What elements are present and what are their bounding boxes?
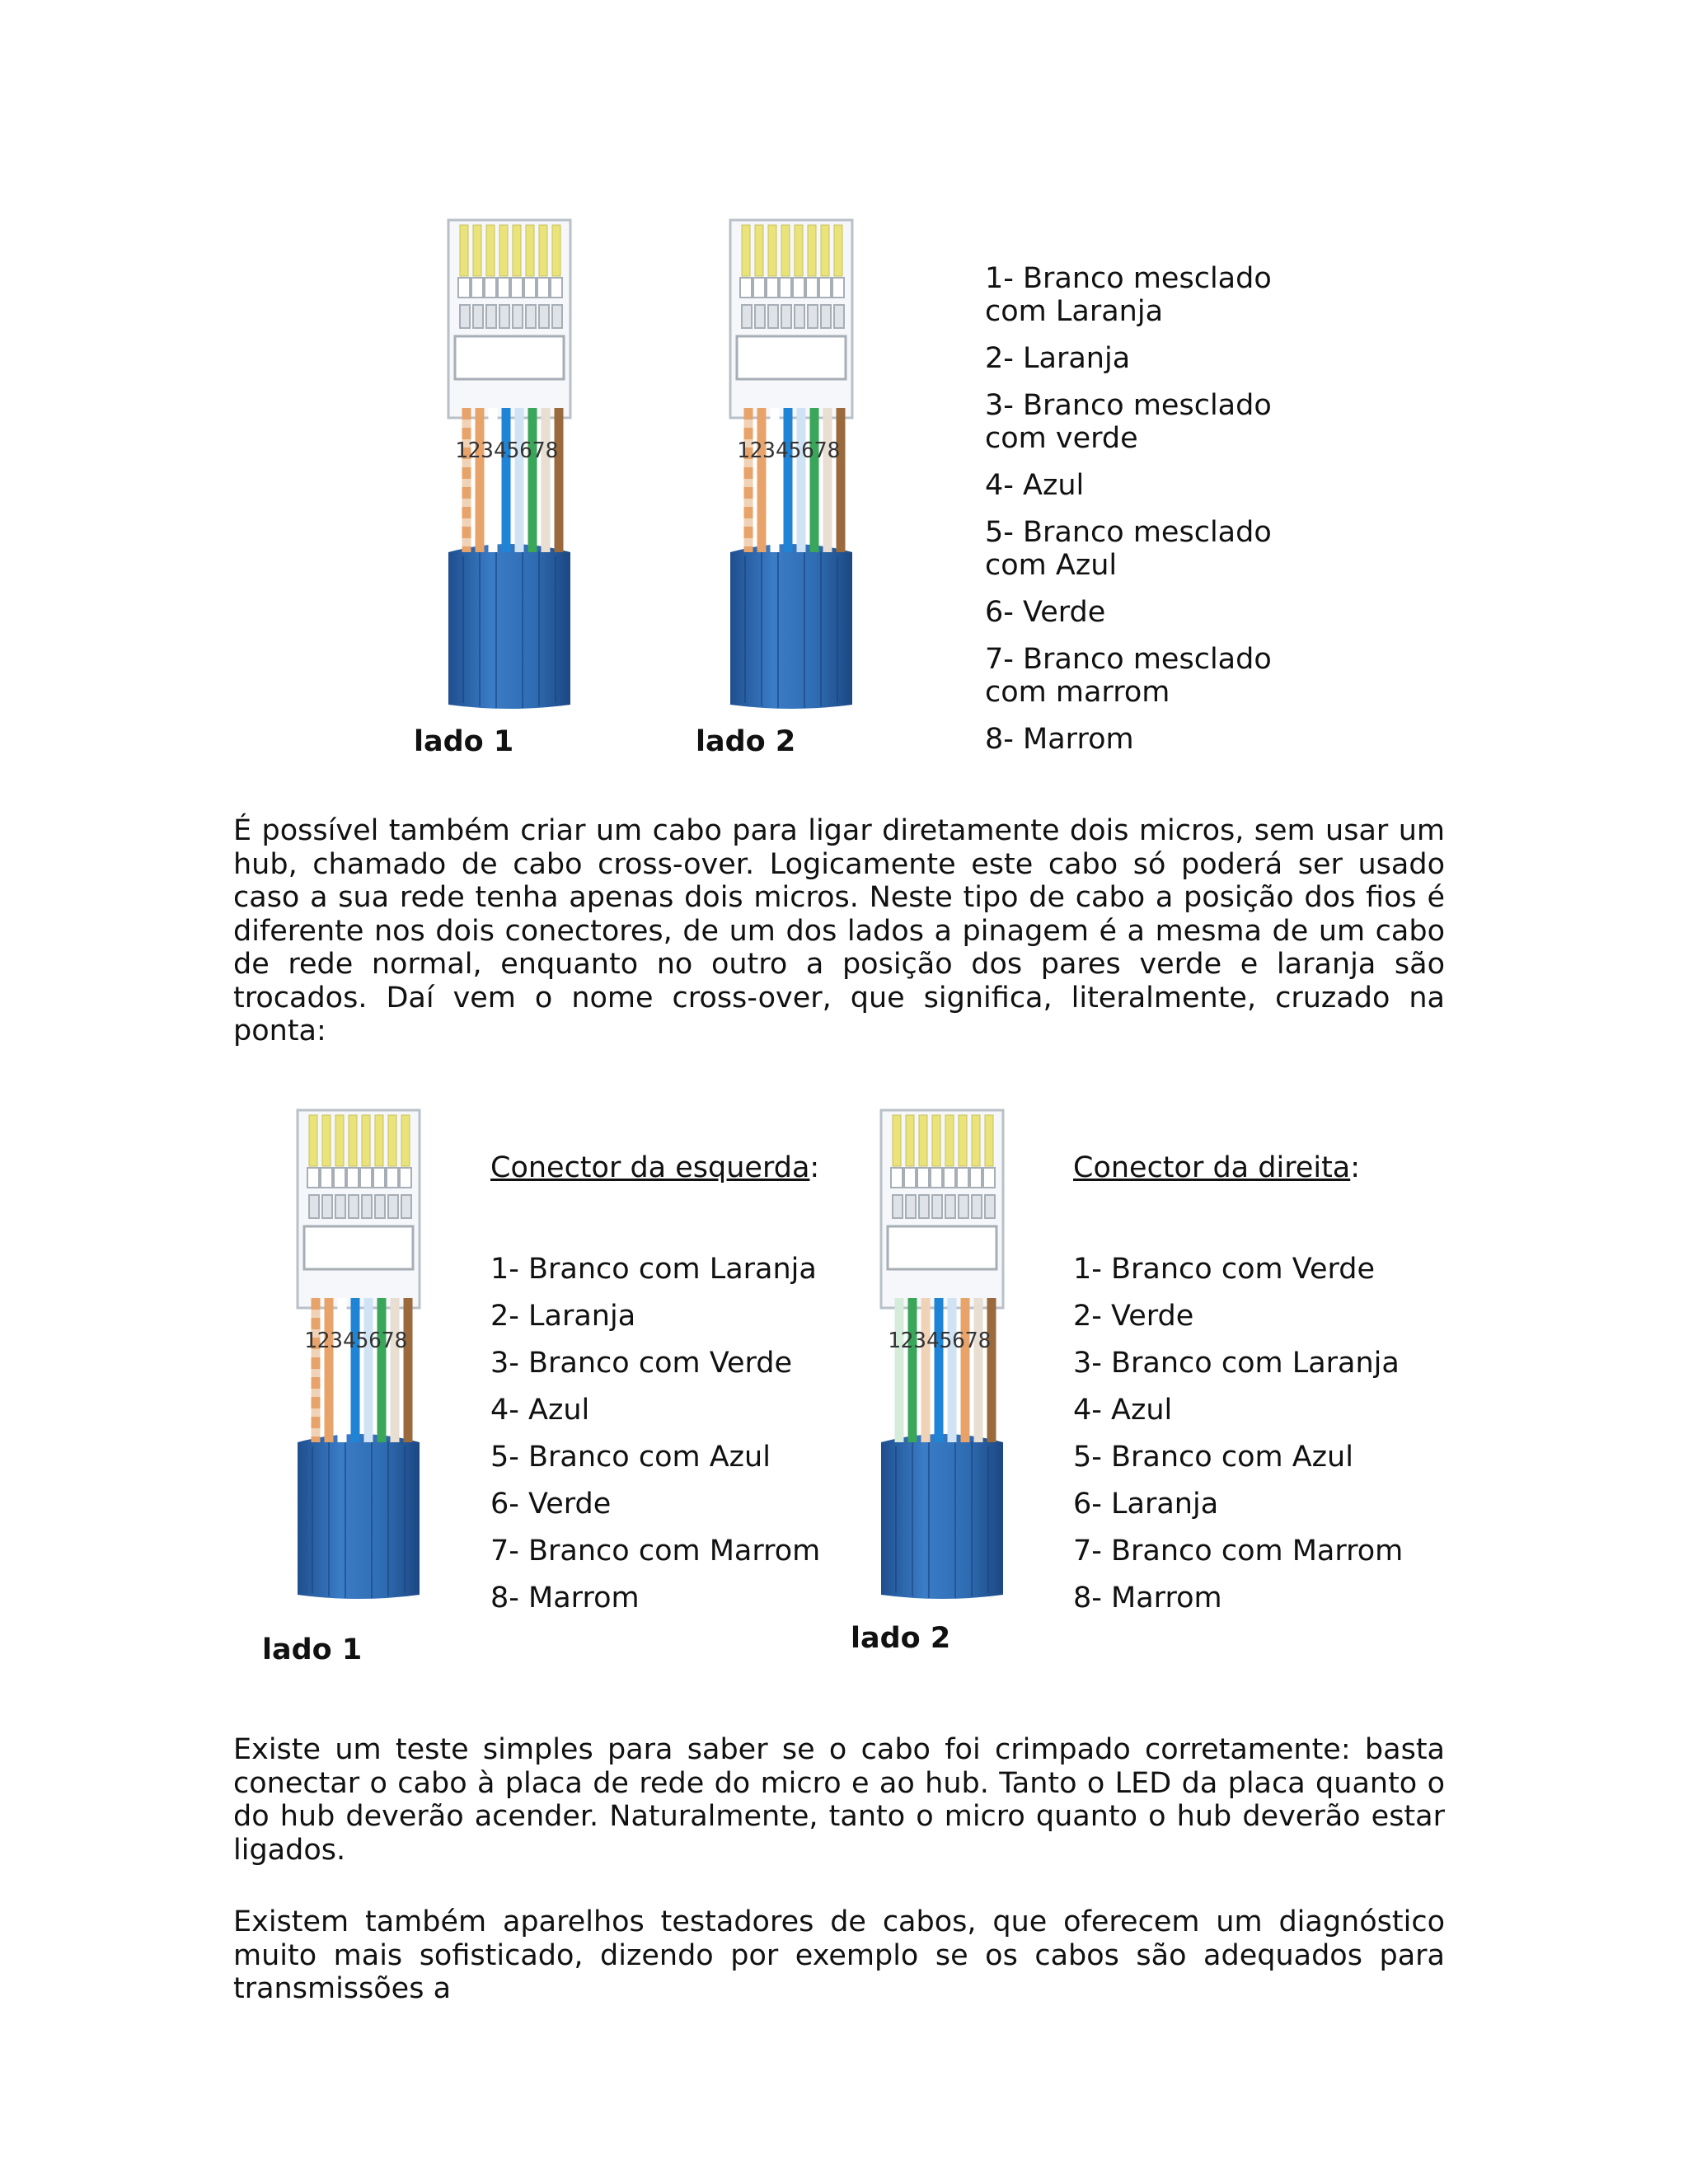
rj45-connector-right-image	[876, 1108, 1008, 1603]
rj45-connector-icon	[725, 218, 857, 713]
list-item: 5- Branco com Azul	[490, 1441, 771, 1474]
list-item: 6- Laranja	[1073, 1488, 1219, 1521]
cable-tester-paragraph: Existem também aparelhos testadores de cabos, que oferecem um diagnóstico muito mais sofisticado, dizendo por exemplo se os cabos são adequados para transmissões a	[233, 1905, 1445, 2005]
list-item: 7- Branco com Marrom	[490, 1535, 821, 1568]
list-item: 5- Branco com Azul	[1073, 1441, 1353, 1474]
list-item: com marrom	[985, 676, 1170, 709]
rj45-connector-side-2-image	[725, 218, 857, 713]
right-connector-heading: Conector da direita:	[1073, 1151, 1361, 1184]
rj45-connector-icon	[443, 218, 575, 713]
list-item: 2- Laranja	[490, 1300, 636, 1333]
list-item: 8- Marrom	[490, 1582, 640, 1615]
left-connector-heading: Conector da esquerda:	[490, 1151, 820, 1184]
list-item: 2- Laranja	[985, 342, 1131, 375]
list-item: 7- Branco com Marrom	[1073, 1535, 1404, 1568]
list-item: 1- Branco com Laranja	[490, 1253, 817, 1286]
list-item: 4- Azul	[985, 469, 1085, 502]
list-item: 1- Branco com Verde	[1073, 1253, 1375, 1286]
rj45-connector-icon	[293, 1108, 424, 1603]
side-2-label: lado 2	[696, 725, 796, 758]
list-item: 4- Azul	[1073, 1394, 1173, 1427]
list-item: 4- Azul	[490, 1394, 590, 1427]
list-item: 1- Branco mesclado	[985, 262, 1272, 295]
rj45-connector-left-image	[293, 1108, 424, 1603]
left-side-label: lado 1	[262, 1633, 363, 1666]
list-item: com verde	[985, 422, 1138, 455]
crimp-test-paragraph: Existe um teste simples para saber se o cabo foi crimpado corretamente: basta conectar o cabo à placa de rede do micro e ao hub. Tanto o LED da placa quanto o do hub deverão acender. Naturalmente, tanto o micro quanto o hub deverão estar ligados.	[233, 1733, 1445, 1867]
rj45-connector-side-1-image	[443, 218, 575, 713]
rj45-connector-crossover-icon	[876, 1108, 1008, 1603]
list-item: 8- Marrom	[985, 723, 1134, 756]
list-item: com Azul	[985, 549, 1118, 582]
list-item: 3- Branco com Laranja	[1073, 1347, 1400, 1380]
list-item: 6- Verde	[985, 596, 1106, 629]
list-item: 3- Branco com Verde	[490, 1347, 792, 1380]
right-side-label: lado 2	[851, 1622, 951, 1655]
list-item: 5- Branco mesclado	[985, 516, 1272, 549]
list-item: 2- Verde	[1073, 1300, 1194, 1333]
list-item: 8- Marrom	[1073, 1582, 1222, 1615]
list-item: 6- Verde	[490, 1488, 612, 1521]
side-1-label: lado 1	[414, 725, 514, 758]
list-item: com Laranja	[985, 295, 1164, 328]
list-item: 7- Branco mesclado	[985, 643, 1272, 676]
crossover-description-paragraph: É possível também criar um cabo para ligar diretamente dois micros, sem usar um hub, chamado de cabo cross-over. Logicamente este cabo só poderá ser usado caso a sua rede tenha apenas dois micros. Neste tipo de cabo a posição dos fios é diferente nos dois conectores, de um dos lados a pinagem é a mesma de um cabo de rede normal, enquanto no outro a posição dos pares verde e laranja são trocados. Daí vem o nome cross-over, que significa, literalmente, cruzado na ponta:	[233, 814, 1445, 1047]
list-item: 3- Branco mesclado	[985, 389, 1272, 422]
